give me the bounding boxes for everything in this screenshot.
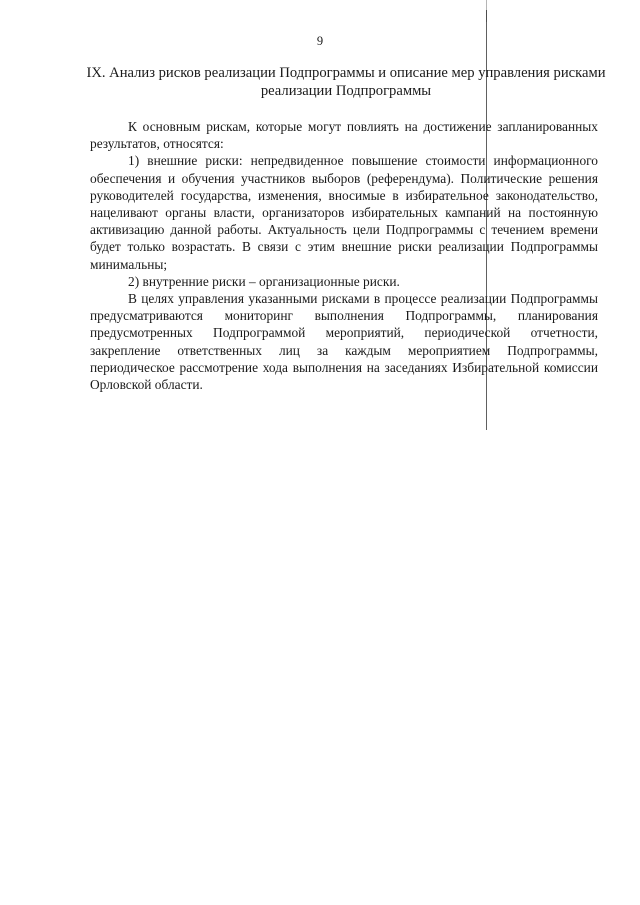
page-number: 9: [316, 34, 324, 48]
document-body: [90, 118, 598, 393]
paragraph-intro: К основным рискам, которые могут повлиять на достижение запланированных результатов, относятся:: [90, 119, 598, 152]
paragraph-risk-management: В целях управления указанными рисками в процессе реализации Подпрограммы предусматриваются мониторинг выполнения Подпрограммы, планирования предусмотренных Подпрограммой мероприятий, периодической отчетности, закрепление ответственных лиц за каждым мероприятием Подпрограммы, периодическое рассмотрение хода выполнения на заседаниях Избирательной комиссии Орловской области.: [90, 291, 598, 393]
section-title: IX. Анализ рисков реализации Подпрограммы и описание мер управления рисками реализации Подпрограммы: [86, 65, 606, 99]
paragraph-external-risks: 1) внешние риски: непредвиденное повышение стоимости информационного обеспечения и обучения участников выборов (референдума). Политические решения руководителей государства, изменения, вносимые в избирательное законодательство, нацеливают органы власти, организаторов избирательных кампаний на постоянную активизацию данной работы. Актуальность цели Подпрограммы с течением времени будет только возрастать. В связи с этим внешние риски реализации Подпрограммы минимальны;: [90, 153, 598, 272]
paragraph-internal-risks: 2) внутренние риски – организационные риски.: [128, 273, 400, 289]
